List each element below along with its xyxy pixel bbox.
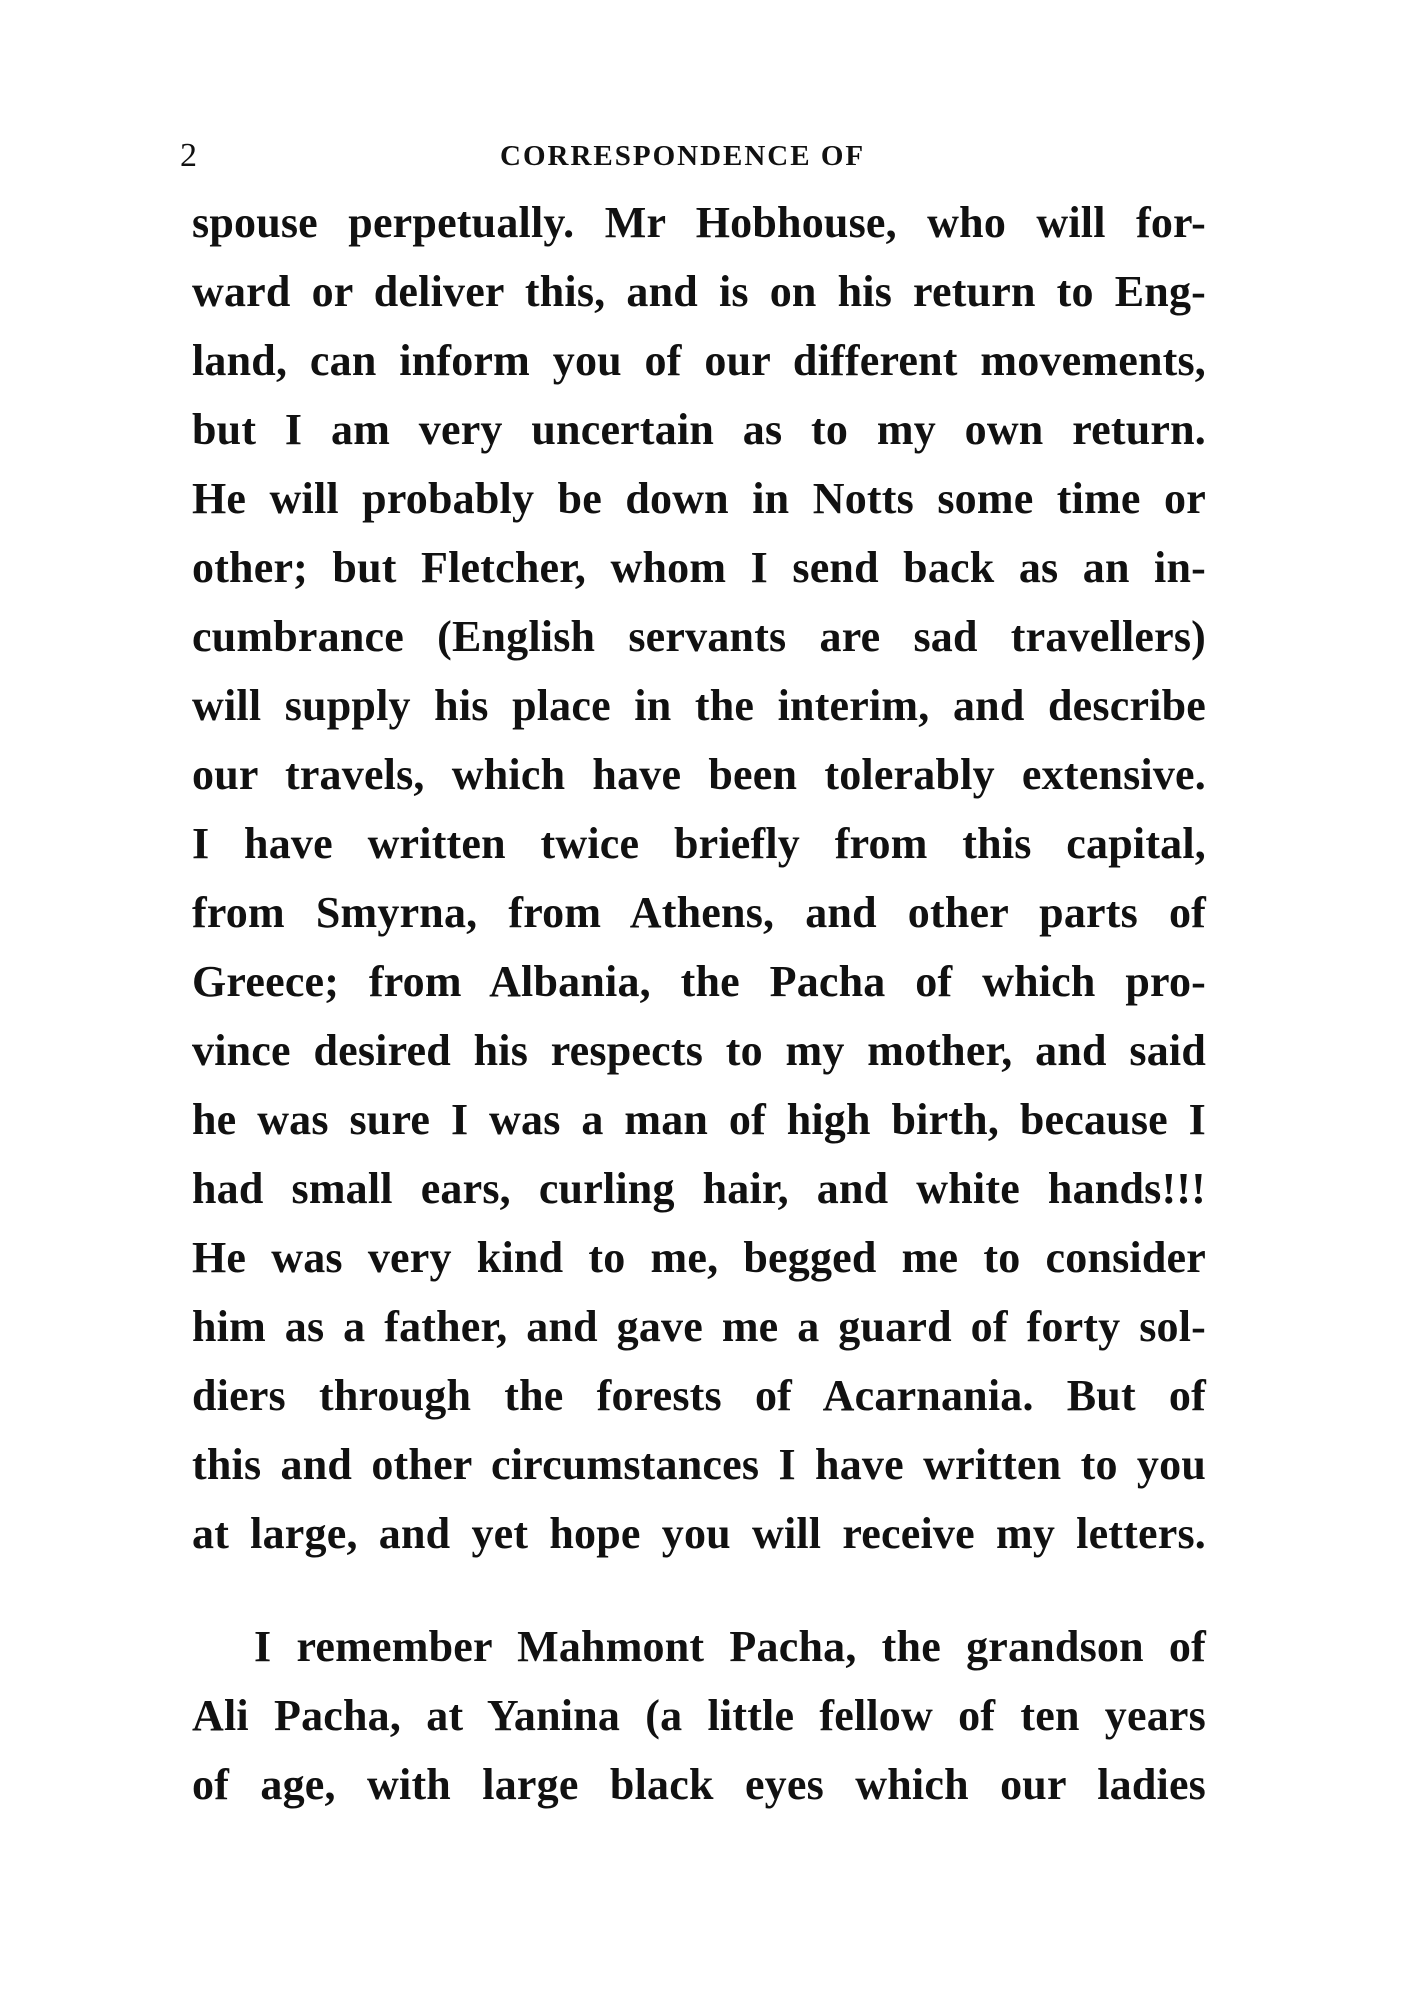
text-line: ward or deliver this, and is on his return to Eng-	[192, 267, 1206, 316]
text-line: but I am very uncertain as to my own return.	[192, 405, 1206, 454]
text-line: Greece; from Albania, the Pacha of which pro-	[192, 957, 1206, 1006]
text-line: he was sure I was a man of high birth, because I	[192, 1095, 1206, 1144]
text-line: our travels, which have been tolerably extensive.	[192, 750, 1206, 799]
running-title: CORRESPONDENCE OF	[500, 140, 866, 172]
text-line: this and other circumstances I have written to you	[192, 1440, 1206, 1489]
text-line: had small ears, curling hair, and white hands!!!	[192, 1164, 1206, 1213]
text-line: from Smyrna, from Athens, and other parts of	[192, 888, 1206, 937]
text-line: of age, with large black eyes which our ladies	[192, 1760, 1206, 1809]
text-line: spouse perpetually. Mr Hobhouse, who will for-	[192, 198, 1206, 247]
text-line: him as a father, and gave me a guard of forty sol-	[192, 1302, 1206, 1351]
text-line: cumbrance (English servants are sad travellers)	[192, 612, 1206, 661]
text-line: at large, and yet hope you will receive my letters.	[192, 1509, 1206, 1558]
text-line: Ali Pacha, at Yanina (a little fellow of ten years	[192, 1691, 1206, 1740]
paragraph-2	[192, 1612, 1206, 1819]
text-line: I have written twice briefly from this capital,	[192, 819, 1206, 868]
text-line: will supply his place in the interim, and describe	[192, 681, 1206, 730]
text-line: He will probably be down in Notts some time or	[192, 474, 1206, 523]
text-line: I remember Mahmont Pacha, the grandson of	[254, 1622, 1206, 1671]
text-line: land, can inform you of our different movements,	[192, 336, 1206, 385]
page-number: 2	[180, 137, 197, 174]
text-line: vince desired his respects to my mother, and said	[192, 1026, 1206, 1075]
running-head	[180, 132, 1210, 180]
text-line: diers through the forests of Acarnania. But of	[192, 1371, 1206, 1420]
paragraph-1	[192, 188, 1206, 1568]
text-line: He was very kind to me, begged me to consider	[192, 1233, 1206, 1282]
text-line: other; but Fletcher, whom I send back as an in-	[192, 543, 1206, 592]
